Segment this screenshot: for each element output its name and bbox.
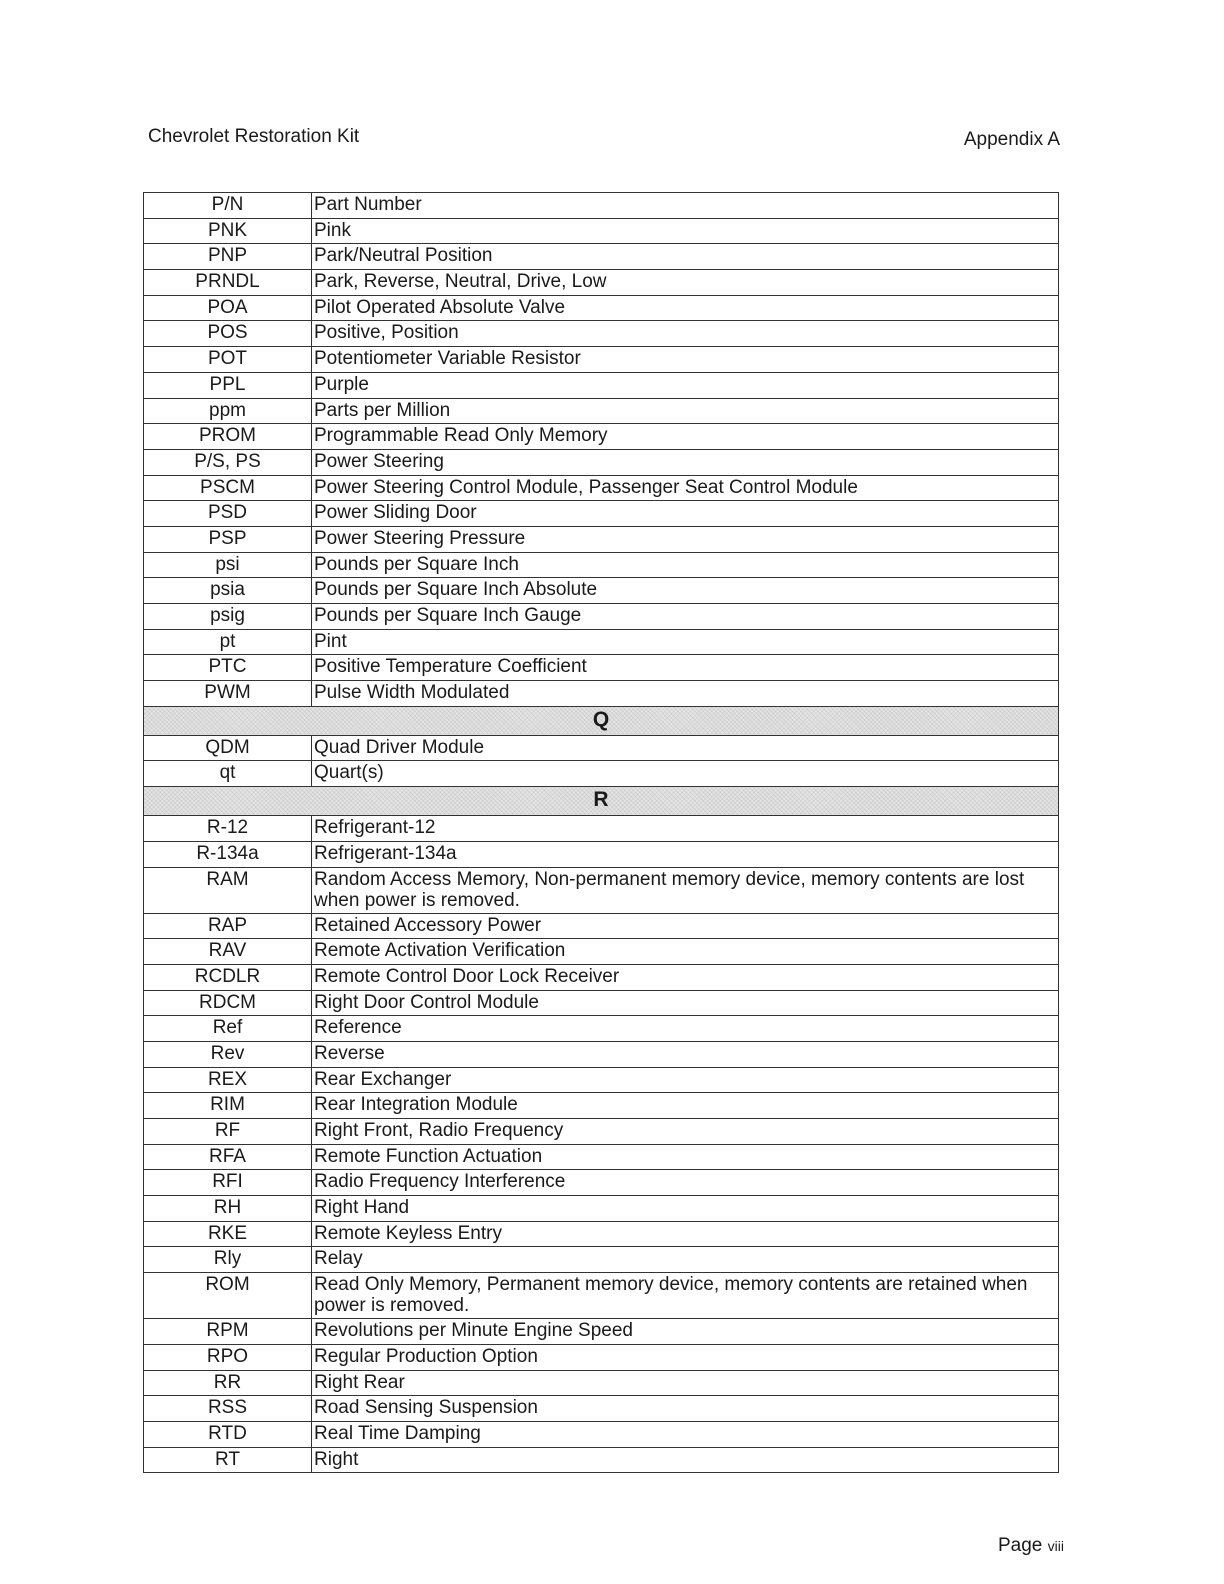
abbreviation-cell: qt	[144, 761, 312, 787]
glossary-row	[144, 681, 1059, 707]
abbreviation-cell: PRNDL	[144, 270, 312, 296]
section-letter: Q	[144, 706, 1059, 735]
definition-cell: Right Rear	[312, 1370, 1059, 1396]
definition-cell: Refrigerant-12	[312, 816, 1059, 842]
definition-cell: Relay	[312, 1247, 1059, 1273]
abbreviation-cell: P/N	[144, 193, 312, 219]
section-header-row	[144, 706, 1059, 735]
section-letter: R	[144, 787, 1059, 816]
glossary-row	[144, 604, 1059, 630]
definition-cell: Purple	[312, 372, 1059, 398]
glossary-row	[144, 761, 1059, 787]
glossary-row	[144, 475, 1059, 501]
abbreviation-cell: P/S, PS	[144, 449, 312, 475]
glossary-row	[144, 1144, 1059, 1170]
glossary-row	[144, 1396, 1059, 1422]
abbreviation-cell: ROM	[144, 1273, 312, 1319]
definition-cell: Reverse	[312, 1041, 1059, 1067]
definition-cell: Remote Keyless Entry	[312, 1221, 1059, 1247]
abbreviation-cell: RDCM	[144, 990, 312, 1016]
definition-cell: Revolutions per Minute Engine Speed	[312, 1319, 1059, 1345]
abbreviation-cell: RFI	[144, 1170, 312, 1196]
glossary-row	[144, 398, 1059, 424]
glossary-row	[144, 1067, 1059, 1093]
definition-cell: Rear Exchanger	[312, 1067, 1059, 1093]
definition-cell: Pink	[312, 218, 1059, 244]
abbreviation-cell: RFA	[144, 1144, 312, 1170]
abbreviation-cell: RSS	[144, 1396, 312, 1422]
definition-cell: Right Hand	[312, 1196, 1059, 1222]
abbreviation-cell: RH	[144, 1196, 312, 1222]
abbreviation-cell: psia	[144, 578, 312, 604]
glossary-row	[144, 1016, 1059, 1042]
abbreviation-cell: RAP	[144, 913, 312, 939]
abbreviation-cell: Rev	[144, 1041, 312, 1067]
definition-cell: Regular Production Option	[312, 1344, 1059, 1370]
definition-cell: Park/Neutral Position	[312, 244, 1059, 270]
abbreviation-cell: Ref	[144, 1016, 312, 1042]
definition-cell: Retained Accessory Power	[312, 913, 1059, 939]
definition-cell: Power Steering	[312, 449, 1059, 475]
definition-cell: Real Time Damping	[312, 1421, 1059, 1447]
abbreviation-cell: psi	[144, 552, 312, 578]
definition-cell: Power Steering Pressure	[312, 526, 1059, 552]
abbreviation-cell: RPM	[144, 1319, 312, 1345]
abbreviation-cell: PPL	[144, 372, 312, 398]
abbreviation-cell: PSP	[144, 526, 312, 552]
definition-cell: Right Door Control Module	[312, 990, 1059, 1016]
definition-cell: Refrigerant-134a	[312, 841, 1059, 867]
definition-cell: Quad Driver Module	[312, 735, 1059, 761]
abbreviation-cell: RKE	[144, 1221, 312, 1247]
definition-cell: Random Access Memory, Non-permanent memory device, memory contents are lost when power is removed.	[312, 867, 1059, 913]
abbreviation-cell: REX	[144, 1067, 312, 1093]
definition-cell: Pounds per Square Inch	[312, 552, 1059, 578]
glossary-row	[144, 841, 1059, 867]
glossary-row	[144, 990, 1059, 1016]
definition-cell: Positive Temperature Coefficient	[312, 655, 1059, 681]
definition-cell: Pulse Width Modulated	[312, 681, 1059, 707]
abbreviation-cell: POA	[144, 295, 312, 321]
abbreviation-cell: RPO	[144, 1344, 312, 1370]
glossary-row	[144, 501, 1059, 527]
glossary-row	[144, 244, 1059, 270]
page-number: viii	[1047, 1538, 1064, 1554]
glossary-row	[144, 449, 1059, 475]
definition-cell: Park, Reverse, Neutral, Drive, Low	[312, 270, 1059, 296]
glossary-row	[144, 1119, 1059, 1145]
definition-cell: Positive, Position	[312, 321, 1059, 347]
definition-cell: Quart(s)	[312, 761, 1059, 787]
glossary-row	[144, 578, 1059, 604]
abbreviation-cell: R-134a	[144, 841, 312, 867]
glossary-row	[144, 1247, 1059, 1273]
glossary-row	[144, 1370, 1059, 1396]
glossary-row	[144, 629, 1059, 655]
glossary-row	[144, 295, 1059, 321]
glossary-row	[144, 816, 1059, 842]
definition-cell: Pilot Operated Absolute Valve	[312, 295, 1059, 321]
definition-cell: Read Only Memory, Permanent memory device, memory contents are retained when power is removed.	[312, 1273, 1059, 1319]
definition-cell: Potentiometer Variable Resistor	[312, 347, 1059, 373]
abbreviation-cell: PNP	[144, 244, 312, 270]
abbreviation-cell: RAM	[144, 867, 312, 913]
glossary-row	[144, 913, 1059, 939]
glossary-row	[144, 867, 1059, 913]
abbreviation-cell: QDM	[144, 735, 312, 761]
definition-cell: Remote Activation Verification	[312, 939, 1059, 965]
abbreviation-cell: pt	[144, 629, 312, 655]
abbreviation-cell: PSCM	[144, 475, 312, 501]
page-label: Page	[998, 1535, 1043, 1556]
glossary-row	[144, 1273, 1059, 1319]
definition-cell: Pounds per Square Inch Absolute	[312, 578, 1059, 604]
glossary-row	[144, 552, 1059, 578]
abbreviation-cell: RT	[144, 1447, 312, 1473]
glossary-row	[144, 1041, 1059, 1067]
glossary-row	[144, 270, 1059, 296]
section-header-row	[144, 787, 1059, 816]
glossary-body	[144, 193, 1059, 1473]
definition-cell: Programmable Read Only Memory	[312, 424, 1059, 450]
definition-cell: Parts per Million	[312, 398, 1059, 424]
definition-cell: Rear Integration Module	[312, 1093, 1059, 1119]
abbreviation-cell: RCDLR	[144, 964, 312, 990]
glossary-row	[144, 424, 1059, 450]
glossary-row	[144, 1319, 1059, 1345]
abbreviation-cell: Rly	[144, 1247, 312, 1273]
abbreviation-cell: PSD	[144, 501, 312, 527]
abbreviation-cell: RF	[144, 1119, 312, 1145]
glossary-row	[144, 1221, 1059, 1247]
definition-cell: Part Number	[312, 193, 1059, 219]
glossary-row	[144, 526, 1059, 552]
definition-cell: Pint	[312, 629, 1059, 655]
glossary-row	[144, 1170, 1059, 1196]
abbreviation-cell: PROM	[144, 424, 312, 450]
abbreviation-cell: POS	[144, 321, 312, 347]
abbreviation-cell: RIM	[144, 1093, 312, 1119]
abbreviation-cell: POT	[144, 347, 312, 373]
glossary-row	[144, 964, 1059, 990]
definition-cell: Radio Frequency Interference	[312, 1170, 1059, 1196]
glossary-row	[144, 1447, 1059, 1473]
definition-cell: Power Sliding Door	[312, 501, 1059, 527]
appendix-label: Appendix A	[963, 129, 1060, 150]
definition-cell: Remote Control Door Lock Receiver	[312, 964, 1059, 990]
definition-cell: Right Front, Radio Frequency	[312, 1119, 1059, 1145]
glossary-row	[144, 372, 1059, 398]
abbreviation-cell: PTC	[144, 655, 312, 681]
document-title: Chevrolet Restoration Kit	[148, 126, 360, 147]
abbreviation-cell: psig	[144, 604, 312, 630]
abbreviation-cell: RTD	[144, 1421, 312, 1447]
abbreviation-cell: R-12	[144, 816, 312, 842]
glossary-row	[144, 939, 1059, 965]
glossary-row	[144, 655, 1059, 681]
glossary-table	[143, 192, 1059, 1473]
glossary-row	[144, 1196, 1059, 1222]
glossary-row	[144, 735, 1059, 761]
glossary-row	[144, 1093, 1059, 1119]
glossary-row	[144, 321, 1059, 347]
abbreviation-cell: PNK	[144, 218, 312, 244]
definition-cell: Power Steering Control Module, Passenger Seat Control Module	[312, 475, 1059, 501]
definition-cell: Remote Function Actuation	[312, 1144, 1059, 1170]
definition-cell: Road Sensing Suspension	[312, 1396, 1059, 1422]
glossary-row	[144, 1344, 1059, 1370]
abbreviation-cell: RR	[144, 1370, 312, 1396]
glossary-row	[144, 218, 1059, 244]
page-footer	[998, 1535, 1064, 1557]
glossary-row	[144, 347, 1059, 373]
abbreviation-cell: RAV	[144, 939, 312, 965]
definition-cell: Right	[312, 1447, 1059, 1473]
glossary-row	[144, 193, 1059, 219]
definition-cell: Pounds per Square Inch Gauge	[312, 604, 1059, 630]
definition-cell: Reference	[312, 1016, 1059, 1042]
abbreviation-cell: PWM	[144, 681, 312, 707]
glossary-row	[144, 1421, 1059, 1447]
abbreviation-cell: ppm	[144, 398, 312, 424]
